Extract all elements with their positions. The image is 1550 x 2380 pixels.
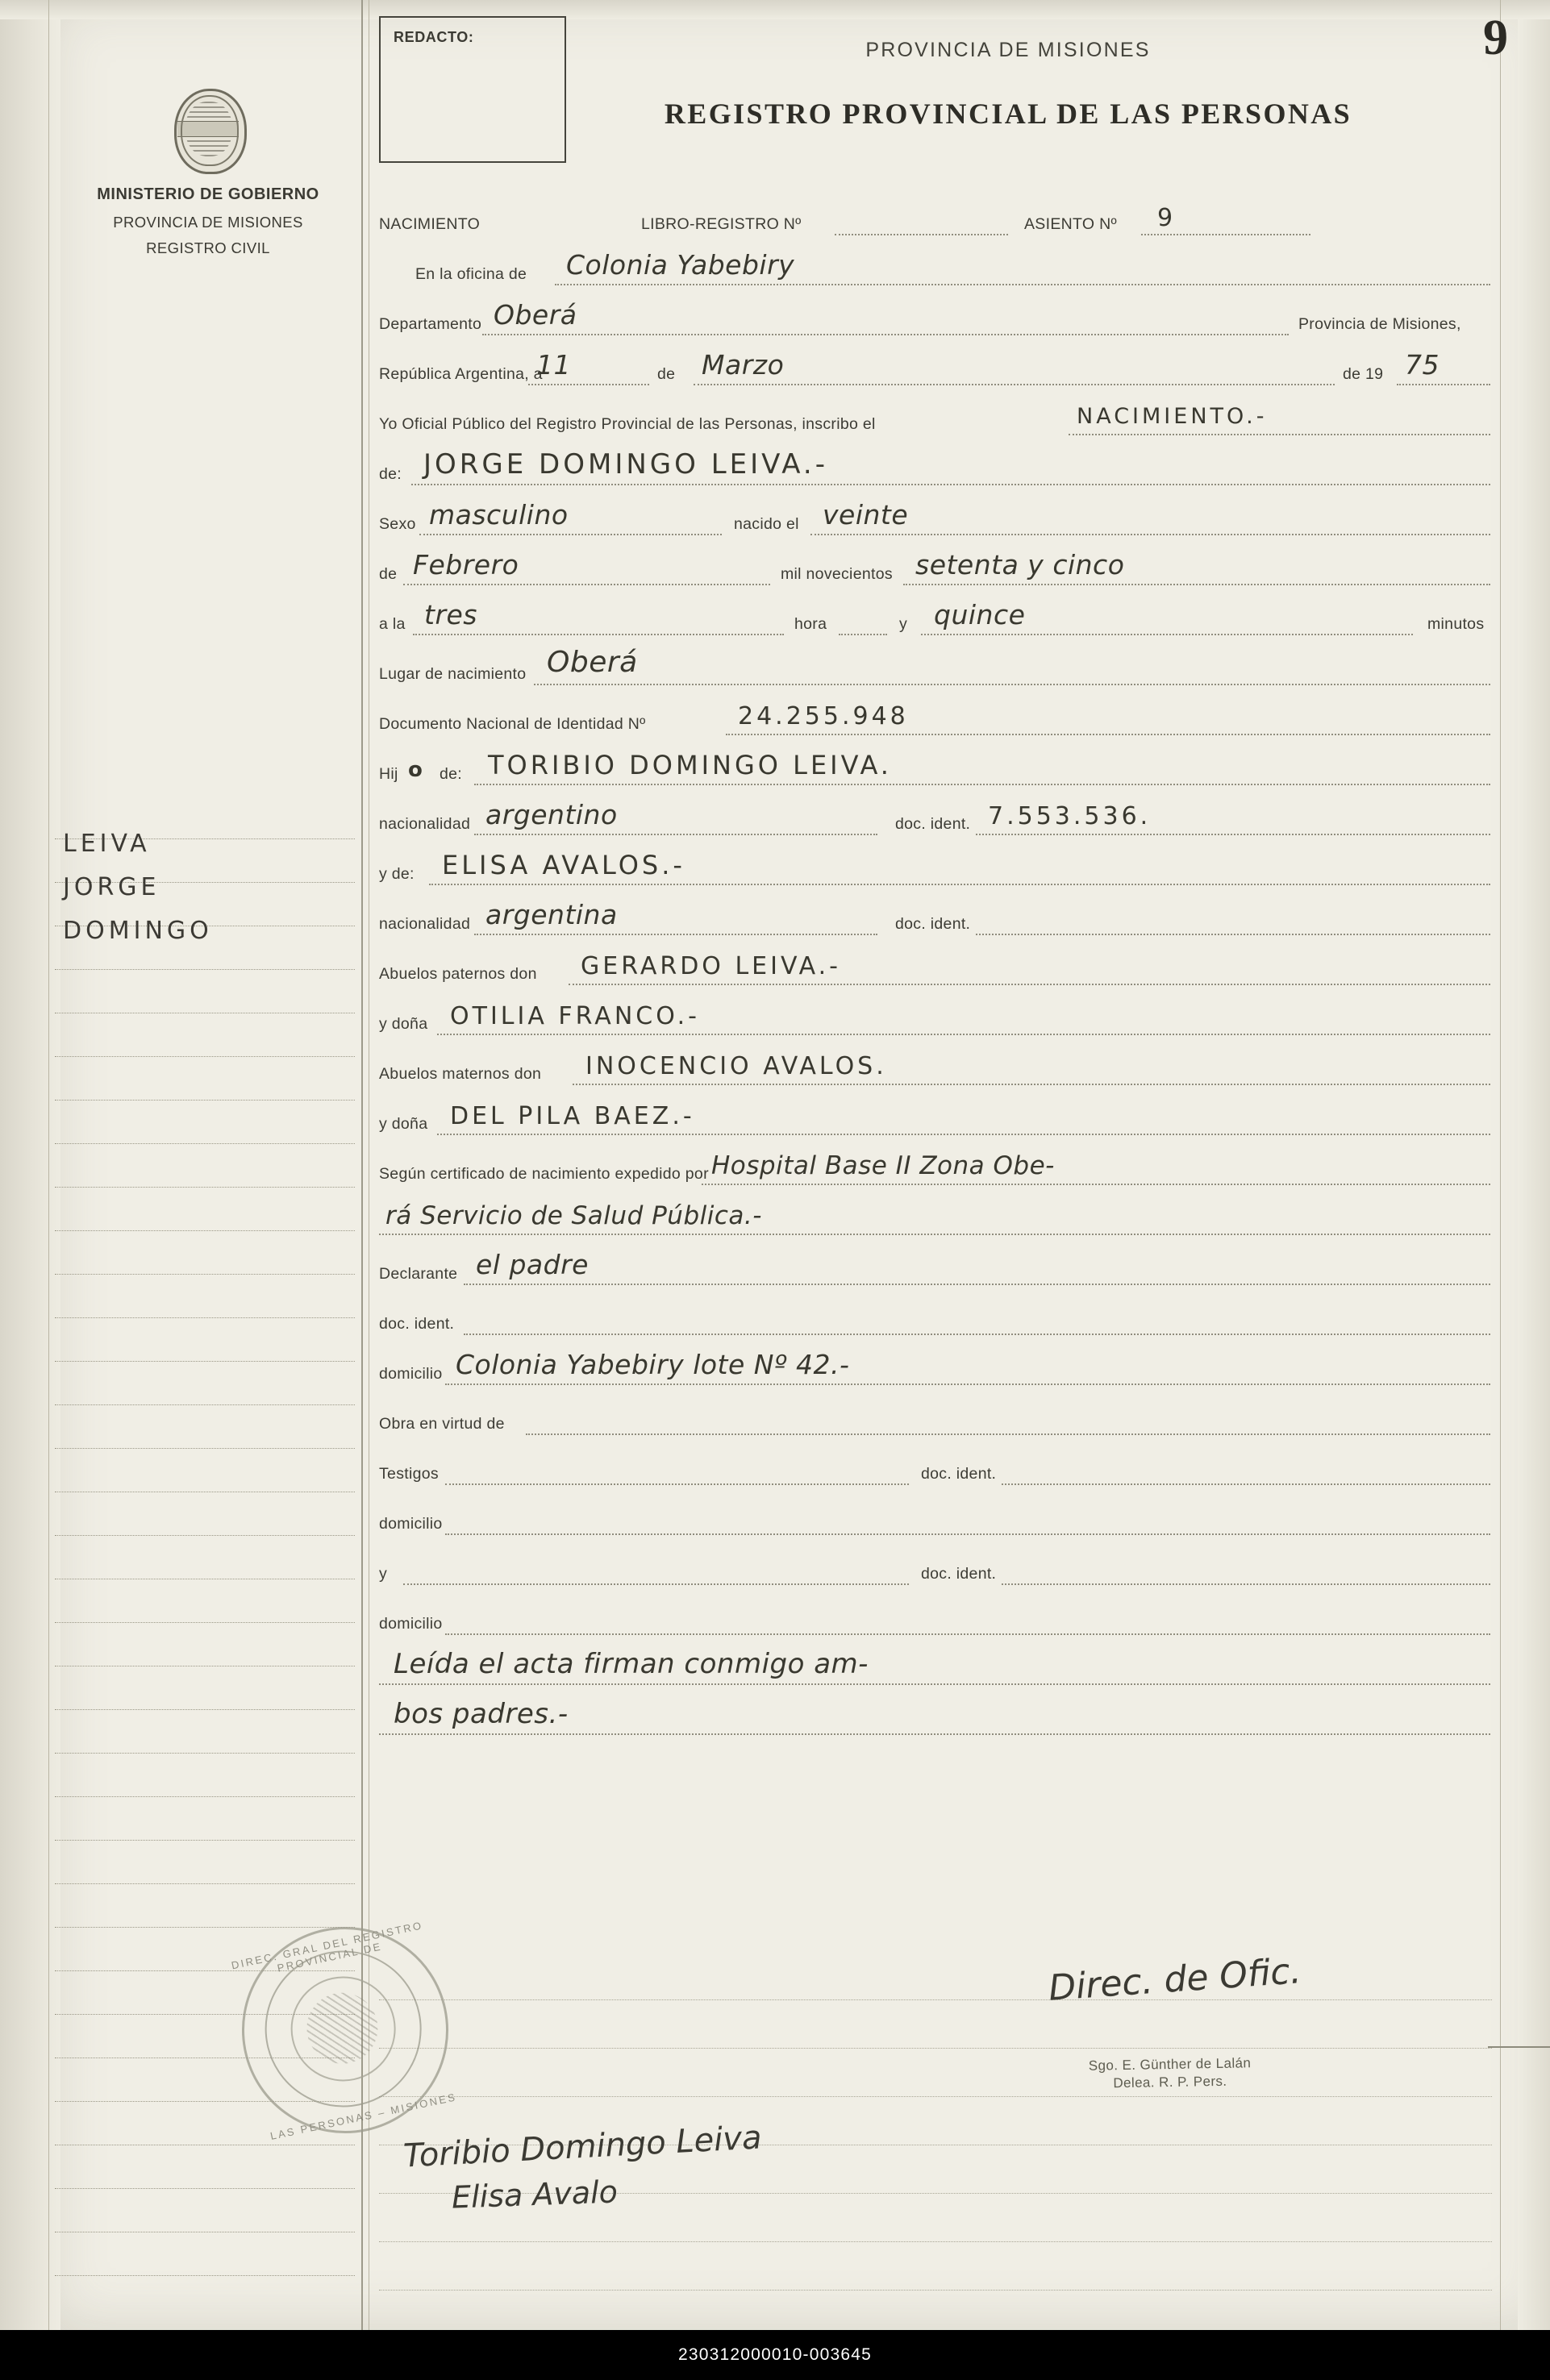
value-domicilio: Colonia Yabebiry lote Nº 42.- <box>456 1349 850 1380</box>
label-y-dona-2: y doña <box>379 1115 428 1133</box>
label-milnovecientos: mil novecientos <box>781 565 893 583</box>
margin-line-right <box>1488 2046 1550 2048</box>
row-abuela-paterna <box>379 993 1492 1043</box>
label-lugar: Lugar de nacimiento <box>379 665 527 683</box>
row-certificado <box>379 1143 1492 1193</box>
label-sexo: Sexo <box>379 515 416 533</box>
value-acto: NACIMIENTO.- <box>1077 404 1268 429</box>
value-abuelo-paterno: GERARDO LEIVA.- <box>581 952 841 980</box>
paper-shadow-right <box>1518 0 1550 2330</box>
label-dni: Documento Nacional de Identidad Nº <box>379 715 646 733</box>
official-stamp-line2: Delea. R. P. Pers. <box>1113 2073 1227 2091</box>
father-signature: Toribio Domingo Leiva <box>402 2119 763 2175</box>
ministry-registry: REGISTRO CIVIL <box>146 239 270 256</box>
row-oficial-publico <box>379 393 1492 443</box>
label-obra: Obra en virtud de <box>379 1415 505 1433</box>
row-nacionalidad-padre <box>379 793 1492 843</box>
value-asiento: 9 <box>1157 204 1177 232</box>
row-mes-anio-nacimiento <box>379 543 1492 593</box>
label-y-testigo-2: y <box>379 1565 388 1583</box>
footer-identifier: 230312000010-003645 <box>677 2345 873 2364</box>
paper-shadow-top <box>0 0 1550 19</box>
label-oficial: Yo Oficial Público del Registro Provincial de las Personas, inscribo el <box>379 415 876 433</box>
seal-top-text: DIREC. GRAL DEL REGISTRO PROVINCIAL DE <box>230 1919 424 1974</box>
value-anio-nacimiento: setenta y cinco <box>915 549 1125 580</box>
label-hora: hora <box>794 615 827 633</box>
row-nacionalidad-madre <box>379 893 1492 943</box>
vertical-rule-left-edge <box>48 0 49 2330</box>
label-testigos: Testigos <box>379 1465 439 1483</box>
row-departamento <box>379 293 1492 343</box>
label-libro: LIBRO-REGISTRO Nº <box>641 215 802 233</box>
label-y-dona-1: y doña <box>379 1015 428 1033</box>
value-departamento: Oberá <box>494 299 577 331</box>
official-stamp-line1: Sgo. E. Günther de Lalán <box>1088 2055 1252 2074</box>
row-obra <box>379 1393 1492 1443</box>
vertical-rule-right-edge <box>1500 0 1501 2330</box>
label-abuelos-maternos: Abuelos maternos don <box>379 1065 542 1083</box>
value-abuela-materna: DEL PILA BAEZ.- <box>450 1102 695 1130</box>
value-dia-nacimiento: veinte <box>823 499 909 531</box>
label-doc-padre: doc. ident. <box>895 815 971 833</box>
value-closing-2: bos padres.- <box>394 1698 569 1730</box>
label-de-inscripto: de: <box>379 465 402 483</box>
row-domicilio-testigo-2 <box>379 1593 1492 1643</box>
row-closing-2 <box>379 1693 1492 1743</box>
ministry-block <box>56 89 360 265</box>
folio-number: 9 <box>1483 10 1508 65</box>
value-nacionalidad-padre: argentino <box>485 799 618 830</box>
row-oficina <box>379 243 1492 293</box>
label-departamento: Departamento <box>379 315 482 333</box>
margin-index-surname: LEIVA <box>63 830 151 858</box>
value-dni: 24.255.948 <box>738 702 909 730</box>
value-abuela-paterna: OTILIA FRANCO.- <box>450 1002 700 1030</box>
row-nacimiento <box>379 193 1492 243</box>
value-lugar: Oberá <box>547 646 638 679</box>
redacto-label: REDACTO: <box>394 29 474 45</box>
birth-record-form <box>379 193 1492 1743</box>
row-closing-1 <box>379 1643 1492 1693</box>
footer-bar <box>0 2330 1550 2380</box>
label-declarante: Declarante <box>379 1265 458 1283</box>
label-hijo-de: de: <box>440 765 463 783</box>
label-domicilio-testigo-2: domicilio <box>379 1615 443 1633</box>
value-abuelo-materno: INOCENCIO AVALOS. <box>585 1052 887 1080</box>
value-hora: tres <box>424 599 478 630</box>
province-header: PROVINCIA DE MISIONES <box>865 39 1151 61</box>
row-dni <box>379 693 1492 743</box>
value-dia: 11 <box>536 349 571 381</box>
value-mes: Marzo <box>702 349 785 381</box>
label-asiento: ASIENTO Nº <box>1024 215 1117 233</box>
value-nacionalidad-madre: argentina <box>485 899 618 930</box>
paper-shadow-left <box>0 0 60 2330</box>
label-alas: a la <box>379 615 406 633</box>
value-minutos: quince <box>934 599 1026 630</box>
row-abuelo-materno <box>379 1043 1492 1093</box>
row-lugar-nacimiento <box>379 643 1492 693</box>
row-domicilio <box>379 1343 1492 1393</box>
value-anio: 75 <box>1405 349 1440 381</box>
label-hijo: Hij <box>379 765 398 783</box>
value-oficina: Colonia Yabebiry <box>566 249 795 281</box>
value-certificado-cont: rá Servicio de Salud Pública.- <box>385 1201 762 1230</box>
label-abuelos-paternos: Abuelos paternos don <box>379 965 537 983</box>
value-certificado: Hospital Base II Zona Obe- <box>711 1151 1055 1180</box>
row-madre <box>379 843 1492 893</box>
row-abuelo-paterno <box>379 943 1492 993</box>
official-stamp <box>1089 2054 1252 2093</box>
label-de-mes: de <box>379 565 398 583</box>
label-de-1: de <box>657 365 676 383</box>
value-sexo: masculino <box>429 499 569 531</box>
value-declarante: el padre <box>476 1249 589 1280</box>
label-yde: y de: <box>379 865 415 883</box>
label-nacido: nacido el <box>734 515 799 533</box>
seal-bottom-text: LAS PERSONAS – MISIONES <box>269 2091 458 2142</box>
row-hora-nacimiento <box>379 593 1492 643</box>
margin-index-given1: JORGE <box>63 873 160 901</box>
label-oficina: En la oficina de <box>415 265 527 283</box>
row-fecha-acta <box>379 343 1492 393</box>
coat-of-arms-icon <box>171 89 245 173</box>
row-testigo-2 <box>379 1543 1492 1593</box>
row-domicilio-testigo-1 <box>379 1493 1492 1543</box>
row-doc-declarante <box>379 1293 1492 1343</box>
row-padre <box>379 743 1492 793</box>
label-minutos: minutos <box>1427 615 1485 633</box>
value-inscripto: JORGE DOMINGO LEIVA.- <box>423 448 828 481</box>
label-domicilio-testigo-1: domicilio <box>379 1515 443 1533</box>
value-padre: TORIBIO DOMINGO LEIVA. <box>488 750 892 780</box>
label-provincia-tail: Provincia de Misiones, <box>1298 315 1461 333</box>
row-testigos <box>379 1443 1492 1493</box>
label-doc-testigo-1: doc. ident. <box>921 1465 997 1483</box>
label-doc-testigo-2: doc. ident. <box>921 1565 997 1583</box>
label-certificado: Según certificado de nacimiento expedido por <box>379 1165 709 1183</box>
value-doc-padre: 7.553.536. <box>988 802 1152 830</box>
row-abuela-materna <box>379 1093 1492 1143</box>
value-mes-nacimiento: Febrero <box>413 549 519 580</box>
margin-index <box>63 822 361 953</box>
label-nacimiento: NACIMIENTO <box>379 215 481 233</box>
row-sexo-nacido <box>379 493 1492 543</box>
label-nacionalidad-padre: nacionalidad <box>379 815 471 833</box>
row-declarante <box>379 1243 1492 1293</box>
value-closing-1: Leída el acta firman conmigo am- <box>394 1648 869 1680</box>
margin-index-given2: DOMINGO <box>63 917 213 945</box>
official-signature: Direc. de Ofic. <box>1047 1950 1303 2009</box>
redacto-box <box>379 16 566 163</box>
label-doc-madre: doc. ident. <box>895 915 971 933</box>
label-domicilio: domicilio <box>379 1365 443 1383</box>
row-inscripto <box>379 443 1492 493</box>
value-madre: ELISA AVALOS.- <box>442 850 685 880</box>
ministry-province: PROVINCIA DE MISIONES <box>113 214 303 231</box>
label-republica: República Argentina, a <box>379 365 543 383</box>
registry-title: REGISTRO PROVINCIAL DE LAS PERSONAS <box>664 98 1352 130</box>
label-doc-declarante: doc. ident. <box>379 1315 455 1333</box>
ministry-name: MINISTERIO DE GOBIERNO <box>97 185 319 203</box>
label-y-minutos: y <box>899 615 908 633</box>
label-nacionalidad-madre: nacionalidad <box>379 915 471 933</box>
label-anio: de 19 <box>1343 365 1384 383</box>
value-hijo-sufijo: o <box>408 758 423 782</box>
row-certificado-cont <box>379 1193 1492 1243</box>
mother-signature: Elisa Avalo <box>451 2174 619 2216</box>
